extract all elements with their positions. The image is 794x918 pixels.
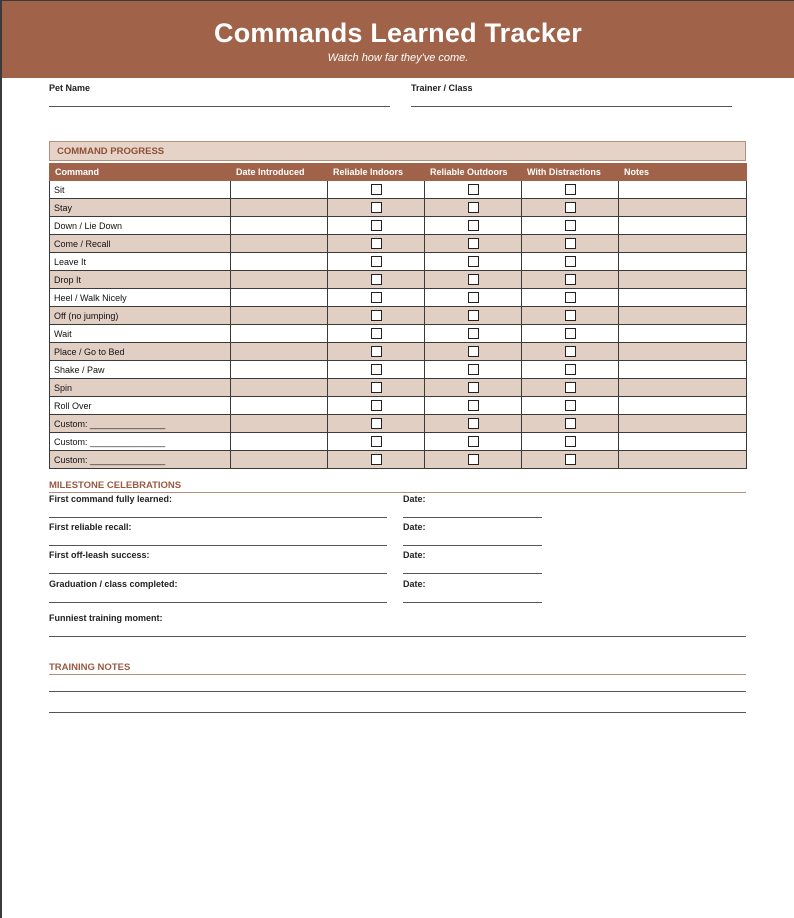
with-distractions-cell xyxy=(522,379,619,397)
with-distractions-checkbox[interactable] xyxy=(565,328,576,339)
notes-cell[interactable] xyxy=(619,199,747,217)
training-notes-rule xyxy=(49,674,746,675)
table-row xyxy=(50,343,747,361)
date-introduced-cell[interactable] xyxy=(231,415,328,433)
milestones-title: MILESTONE CELEBRATIONS xyxy=(49,480,182,491)
reliable-indoors-checkbox[interactable] xyxy=(371,274,382,285)
notes-cell[interactable] xyxy=(619,451,747,469)
with-distractions-checkbox[interactable] xyxy=(565,184,576,195)
pet-name-line[interactable] xyxy=(49,106,390,107)
reliable-outdoors-cell xyxy=(425,199,522,217)
table-row xyxy=(50,433,747,451)
date-introduced-cell[interactable] xyxy=(231,379,328,397)
notes-cell[interactable] xyxy=(619,181,747,199)
with-distractions-checkbox[interactable] xyxy=(565,418,576,429)
column-header: Notes xyxy=(619,164,747,181)
reliable-outdoors-checkbox[interactable] xyxy=(468,364,479,375)
reliable-indoors-cell xyxy=(328,271,425,289)
table-row xyxy=(50,199,747,217)
table-row xyxy=(50,415,747,433)
reliable-outdoors-checkbox[interactable] xyxy=(468,328,479,339)
column-header: With Distractions xyxy=(522,164,619,181)
with-distractions-cell xyxy=(522,451,619,469)
notes-cell[interactable] xyxy=(619,271,747,289)
notes-cell[interactable] xyxy=(619,253,747,271)
date-introduced-cell[interactable] xyxy=(231,253,328,271)
command-name: Sit xyxy=(50,181,231,199)
reliable-outdoors-cell xyxy=(425,325,522,343)
command-name: Off (no jumping) xyxy=(50,307,231,325)
milestone-date-label: Date: xyxy=(403,579,426,589)
milestone-date-line[interactable] xyxy=(403,517,542,518)
with-distractions-checkbox[interactable] xyxy=(565,220,576,231)
reliable-indoors-checkbox[interactable] xyxy=(371,328,382,339)
reliable-indoors-cell xyxy=(328,415,425,433)
reliable-indoors-checkbox[interactable] xyxy=(371,202,382,213)
with-distractions-checkbox[interactable] xyxy=(565,454,576,465)
command-name: Stay xyxy=(50,199,231,217)
training-notes-line-2[interactable] xyxy=(49,712,746,713)
notes-cell[interactable] xyxy=(619,307,747,325)
date-introduced-cell[interactable] xyxy=(231,397,328,415)
reliable-indoors-checkbox[interactable] xyxy=(371,238,382,249)
reliable-indoors-cell xyxy=(328,181,425,199)
date-introduced-cell[interactable] xyxy=(231,307,328,325)
notes-cell[interactable] xyxy=(619,415,747,433)
with-distractions-checkbox[interactable] xyxy=(565,274,576,285)
table-row xyxy=(50,253,747,271)
table-row xyxy=(50,271,747,289)
date-introduced-cell[interactable] xyxy=(231,271,328,289)
command-name: Down / Lie Down xyxy=(50,217,231,235)
with-distractions-checkbox[interactable] xyxy=(565,292,576,303)
command-progress-table xyxy=(49,163,747,469)
reliable-outdoors-cell xyxy=(425,289,522,307)
notes-cell[interactable] xyxy=(619,433,747,451)
with-distractions-cell xyxy=(522,325,619,343)
reliable-indoors-cell xyxy=(328,379,425,397)
command-progress-title: COMMAND PROGRESS xyxy=(49,141,746,161)
reliable-indoors-checkbox[interactable] xyxy=(371,292,382,303)
command-name: Spin xyxy=(50,379,231,397)
milestone-date-line[interactable] xyxy=(403,545,542,546)
date-introduced-cell[interactable] xyxy=(231,289,328,307)
with-distractions-cell xyxy=(522,217,619,235)
reliable-indoors-checkbox[interactable] xyxy=(371,310,382,321)
notes-cell[interactable] xyxy=(619,397,747,415)
milestones-rule xyxy=(49,492,746,493)
notes-cell[interactable] xyxy=(619,217,747,235)
with-distractions-checkbox[interactable] xyxy=(565,310,576,321)
training-notes-title: TRAINING NOTES xyxy=(49,662,131,673)
reliable-outdoors-checkbox[interactable] xyxy=(468,382,479,393)
reliable-outdoors-checkbox[interactable] xyxy=(468,346,479,357)
reliable-outdoors-checkbox[interactable] xyxy=(468,400,479,411)
milestone-line[interactable] xyxy=(49,545,387,546)
with-distractions-cell xyxy=(522,433,619,451)
training-notes-line-1[interactable] xyxy=(49,691,746,692)
trainer-line[interactable] xyxy=(411,106,732,107)
with-distractions-cell xyxy=(522,271,619,289)
milestone-date-label: Date: xyxy=(403,550,426,560)
reliable-outdoors-checkbox[interactable] xyxy=(468,436,479,447)
command-name: Come / Recall xyxy=(50,235,231,253)
funniest-moment-label: Funniest training moment: xyxy=(49,613,163,623)
reliable-indoors-cell xyxy=(328,235,425,253)
with-distractions-checkbox[interactable] xyxy=(565,400,576,411)
column-header: Command xyxy=(50,164,231,181)
reliable-outdoors-cell xyxy=(425,361,522,379)
table-row xyxy=(50,397,747,415)
with-distractions-cell xyxy=(522,235,619,253)
reliable-outdoors-cell xyxy=(425,307,522,325)
notes-cell[interactable] xyxy=(619,289,747,307)
command-name: Place / Go to Bed xyxy=(50,343,231,361)
table-row xyxy=(50,451,747,469)
reliable-outdoors-cell xyxy=(425,253,522,271)
date-introduced-cell[interactable] xyxy=(231,325,328,343)
milestone-label: First reliable recall: xyxy=(49,522,132,532)
milestone-line[interactable] xyxy=(49,573,387,574)
table-row xyxy=(50,307,747,325)
with-distractions-cell xyxy=(522,181,619,199)
with-distractions-checkbox[interactable] xyxy=(565,256,576,267)
milestone-date-line[interactable] xyxy=(403,602,542,603)
table-row xyxy=(50,181,747,199)
reliable-outdoors-checkbox[interactable] xyxy=(468,220,479,231)
with-distractions-checkbox[interactable] xyxy=(565,364,576,375)
reliable-indoors-checkbox[interactable] xyxy=(371,364,382,375)
reliable-outdoors-checkbox[interactable] xyxy=(468,454,479,465)
reliable-indoors-checkbox[interactable] xyxy=(371,436,382,447)
with-distractions-cell xyxy=(522,415,619,433)
reliable-indoors-cell xyxy=(328,199,425,217)
milestone-line[interactable] xyxy=(49,602,387,603)
date-introduced-cell[interactable] xyxy=(231,361,328,379)
table-row xyxy=(50,235,747,253)
with-distractions-cell xyxy=(522,199,619,217)
reliable-indoors-checkbox[interactable] xyxy=(371,418,382,429)
with-distractions-checkbox[interactable] xyxy=(565,238,576,249)
milestone-label: Graduation / class completed: xyxy=(49,579,178,589)
funniest-moment-line[interactable] xyxy=(49,636,746,637)
with-distractions-checkbox[interactable] xyxy=(565,346,576,357)
reliable-outdoors-cell xyxy=(425,415,522,433)
notes-cell[interactable] xyxy=(619,361,747,379)
with-distractions-cell xyxy=(522,397,619,415)
table-row xyxy=(50,379,747,397)
reliable-outdoors-cell xyxy=(425,379,522,397)
command-name: Roll Over xyxy=(50,397,231,415)
command-name: Wait xyxy=(50,325,231,343)
command-name: Custom: _______________ xyxy=(50,451,231,469)
milestone-line[interactable] xyxy=(49,517,387,518)
reliable-indoors-checkbox[interactable] xyxy=(371,256,382,267)
command-name: Shake / Paw xyxy=(50,361,231,379)
milestone-date-label: Date: xyxy=(403,494,426,504)
date-introduced-cell[interactable] xyxy=(231,433,328,451)
column-header: Reliable Indoors xyxy=(328,164,425,181)
reliable-outdoors-checkbox[interactable] xyxy=(468,292,479,303)
reliable-indoors-checkbox[interactable] xyxy=(371,220,382,231)
milestone-date-label: Date: xyxy=(403,522,426,532)
reliable-outdoors-checkbox[interactable] xyxy=(468,274,479,285)
reliable-outdoors-checkbox[interactable] xyxy=(468,238,479,249)
reliable-indoors-cell xyxy=(328,289,425,307)
with-distractions-cell xyxy=(522,289,619,307)
table-row xyxy=(50,325,747,343)
table-header-row xyxy=(50,164,747,181)
reliable-outdoors-checkbox[interactable] xyxy=(468,256,479,267)
pet-name-label: Pet Name xyxy=(49,83,91,93)
reliable-indoors-cell xyxy=(328,361,425,379)
command-name: Drop It xyxy=(50,271,231,289)
milestone-label: First command fully learned: xyxy=(49,494,173,504)
notes-cell[interactable] xyxy=(619,343,747,361)
reliable-outdoors-cell xyxy=(425,397,522,415)
column-header: Date Introduced xyxy=(231,164,328,181)
notes-cell[interactable] xyxy=(619,325,747,343)
date-introduced-cell[interactable] xyxy=(231,199,328,217)
reliable-outdoors-cell xyxy=(425,181,522,199)
table-row xyxy=(50,289,747,307)
reliable-outdoors-cell xyxy=(425,235,522,253)
reliable-indoors-checkbox[interactable] xyxy=(371,184,382,195)
with-distractions-cell xyxy=(522,343,619,361)
reliable-indoors-cell xyxy=(328,343,425,361)
table-row xyxy=(50,217,747,235)
date-introduced-cell[interactable] xyxy=(231,451,328,469)
column-header: Reliable Outdoors xyxy=(425,164,522,181)
page-title: Commands Learned Tracker xyxy=(214,18,582,48)
table-body xyxy=(50,181,747,469)
reliable-outdoors-cell xyxy=(425,271,522,289)
trainer-label: Trainer / Class xyxy=(411,83,473,93)
date-introduced-cell[interactable] xyxy=(231,217,328,235)
with-distractions-checkbox[interactable] xyxy=(565,436,576,447)
milestone-label: First off-leash success: xyxy=(49,550,150,560)
reliable-indoors-checkbox[interactable] xyxy=(371,346,382,357)
reliable-indoors-checkbox[interactable] xyxy=(371,382,382,393)
reliable-indoors-cell xyxy=(328,217,425,235)
page-subtitle: Watch how far they've come. xyxy=(327,52,469,64)
reliable-indoors-cell xyxy=(328,433,425,451)
with-distractions-cell xyxy=(522,253,619,271)
date-introduced-cell[interactable] xyxy=(231,235,328,253)
command-name: Heel / Walk Nicely xyxy=(50,289,231,307)
with-distractions-cell xyxy=(522,307,619,325)
notes-cell[interactable] xyxy=(619,379,747,397)
command-name: Leave It xyxy=(50,253,231,271)
with-distractions-cell xyxy=(522,361,619,379)
reliable-outdoors-checkbox[interactable] xyxy=(468,418,479,429)
header-banner xyxy=(2,1,794,78)
reliable-outdoors-cell xyxy=(425,217,522,235)
reliable-indoors-cell xyxy=(328,253,425,271)
reliable-indoors-cell xyxy=(328,307,425,325)
command-name: Custom: _______________ xyxy=(50,433,231,451)
reliable-outdoors-checkbox[interactable] xyxy=(468,310,479,321)
date-introduced-cell[interactable] xyxy=(231,181,328,199)
reliable-indoors-cell xyxy=(328,397,425,415)
reliable-indoors-cell xyxy=(328,325,425,343)
date-introduced-cell[interactable] xyxy=(231,343,328,361)
with-distractions-checkbox[interactable] xyxy=(565,382,576,393)
reliable-outdoors-cell xyxy=(425,343,522,361)
reliable-outdoors-checkbox[interactable] xyxy=(468,184,479,195)
reliable-outdoors-checkbox[interactable] xyxy=(468,202,479,213)
reliable-outdoors-cell xyxy=(425,433,522,451)
reliable-indoors-checkbox[interactable] xyxy=(371,454,382,465)
reliable-outdoors-cell xyxy=(425,451,522,469)
milestone-date-line[interactable] xyxy=(403,573,542,574)
reliable-indoors-checkbox[interactable] xyxy=(371,400,382,411)
notes-cell[interactable] xyxy=(619,235,747,253)
table-row xyxy=(50,361,747,379)
reliable-indoors-cell xyxy=(328,451,425,469)
with-distractions-checkbox[interactable] xyxy=(565,202,576,213)
command-name: Custom: _______________ xyxy=(50,415,231,433)
